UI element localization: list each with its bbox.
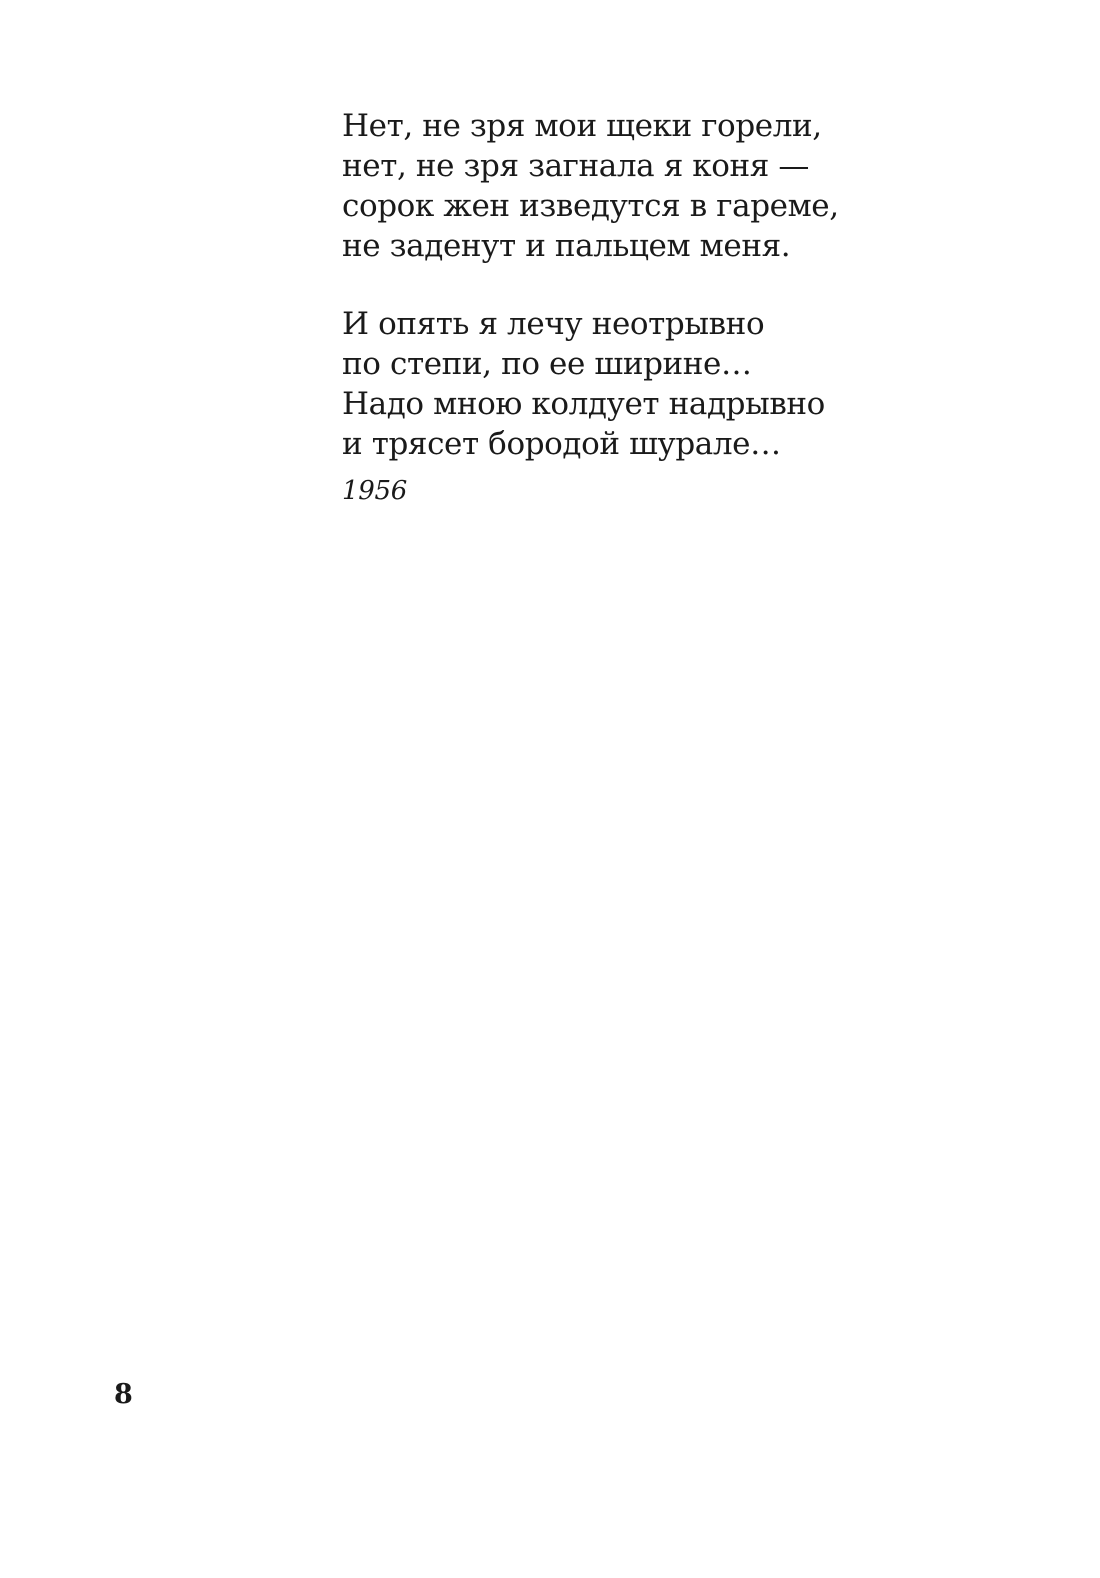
poem-date: 1956 [342,476,407,506]
poem-line: нет, не зря загнала я коня — [342,148,810,184]
poem-line: Нет, не зря мои щеки горели, [342,108,822,144]
page-number: 8 [114,1379,133,1410]
poem-line: и трясет бородой шурале… [342,426,781,462]
stanza-1 [342,106,1042,266]
stanza-2 [342,304,1042,464]
poem-line: не заденут и пальцем меня. [342,228,791,264]
poem-line: Надо мною колдует надрывно [342,386,825,422]
poem-line: сорок жен изведутся в гареме, [342,188,839,224]
poem [342,106,1042,508]
poem-line: И опять я лечу неотрывно [342,306,765,342]
poem-line: по степи, по ее ширине… [342,346,752,382]
